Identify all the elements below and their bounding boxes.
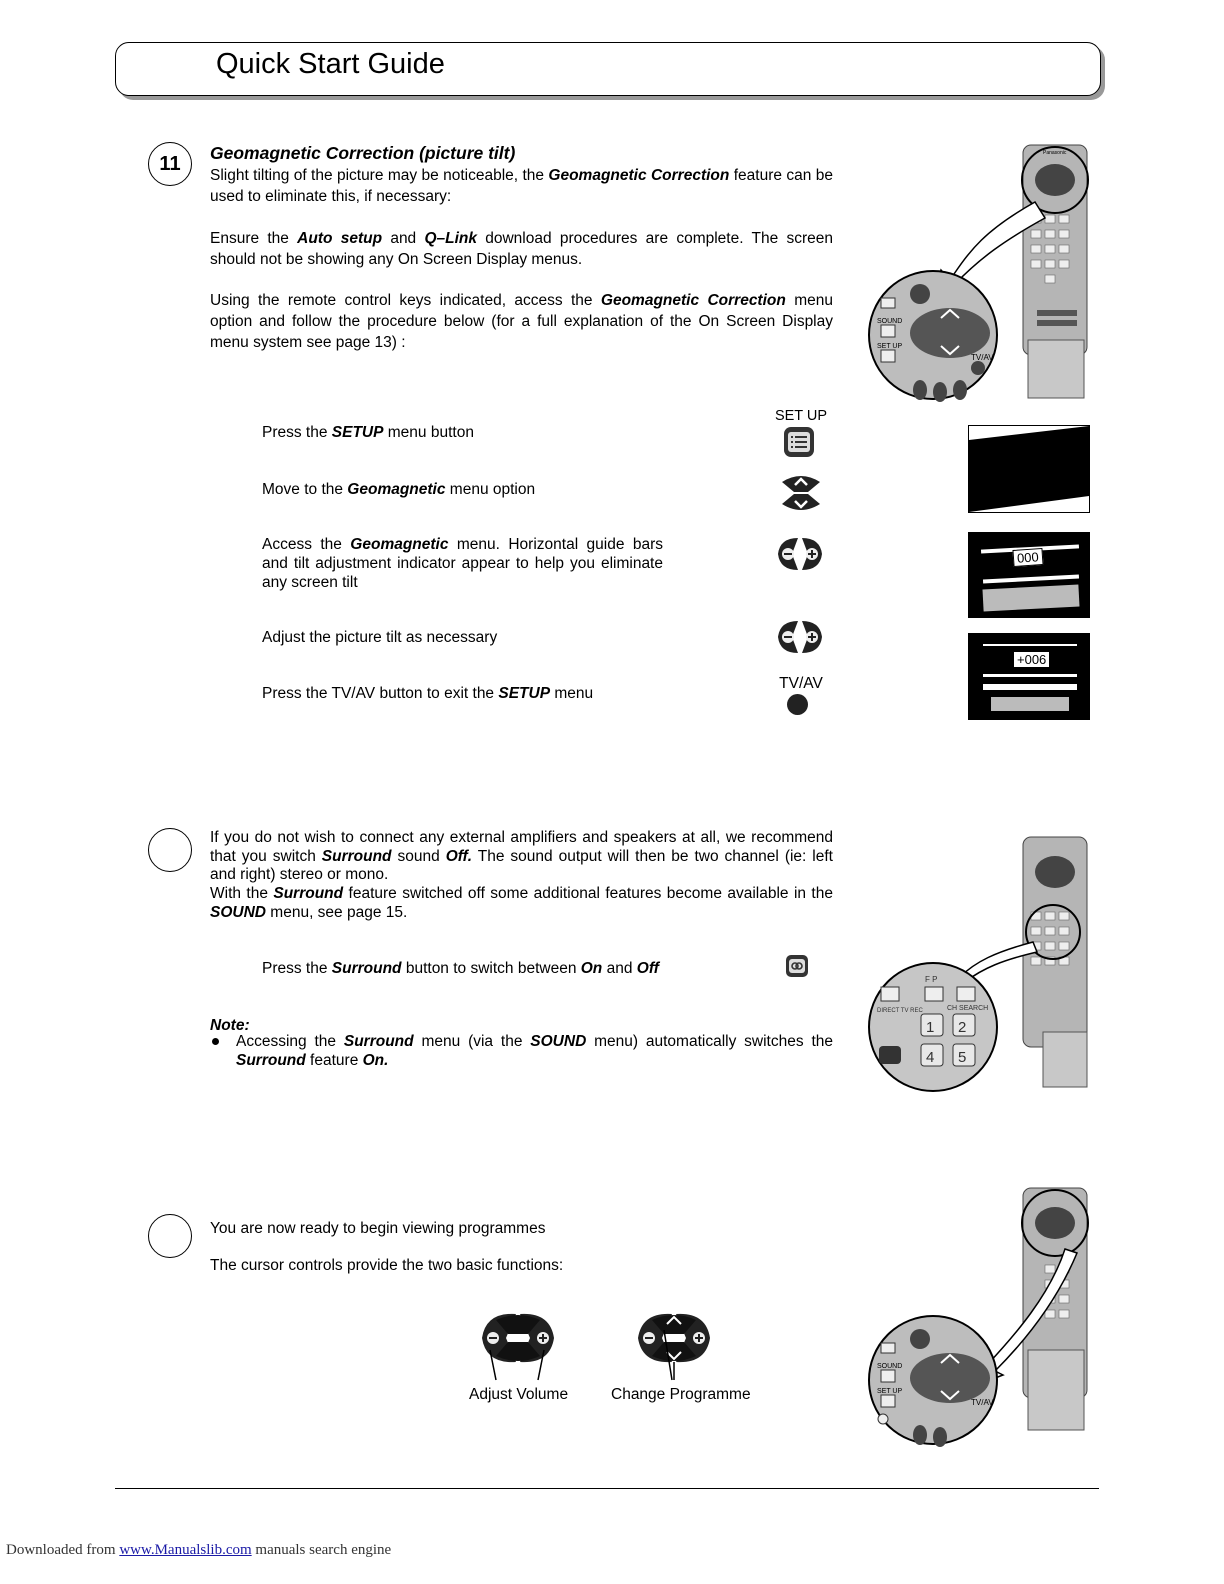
screen-geomagnetic-menu (968, 532, 1090, 618)
surround-paragraph: If you do not wish to connect any external amplifiers and speakers at all, we recommend that you switch Surround sound Off. The sound output will then be two channel (ie: left and right) stereo or mono. (210, 829, 833, 883)
page-title: Quick Start Guide (216, 48, 445, 80)
guide-bar-middle-2 (983, 674, 1077, 677)
section-heading: Geomagnetic Correction (picture tilt) (210, 143, 516, 163)
remote-illustration-cursor (865, 1185, 1095, 1450)
tvav-icon-label: TV/AV (779, 675, 823, 692)
guide-bar-top-2 (983, 644, 1077, 646)
remote-sound-label-2: SOUND (877, 1363, 903, 1370)
guide-bar-middle (983, 574, 1079, 583)
screen-adjusted (968, 633, 1090, 720)
remote-key-4: 4 (926, 1049, 935, 1066)
tilt-indicator-2: +006 (1013, 651, 1050, 668)
footer-suffix: manuals search engine (251, 1542, 392, 1558)
footer (6, 1542, 391, 1559)
left-right-cursor-icon (776, 536, 824, 572)
remote-chsearch-label: CH SEARCH (947, 1005, 989, 1012)
left-right-cursor-icon-2 (776, 619, 824, 655)
step-number-11: 11 (148, 142, 192, 186)
footer-rule (115, 1488, 1099, 1489)
ready-text: You are now ready to begin viewing programmes (210, 1220, 546, 1237)
setup-menu-icon (783, 426, 815, 458)
bullet-point (212, 1038, 219, 1045)
step-number-surround (148, 828, 192, 872)
remote-setup-label-2: SET UP (877, 1388, 903, 1395)
instruction-move: Move to the Geomagnetic menu option (262, 481, 536, 498)
instruction-surround: Press the Surround button to switch between On and Off (262, 960, 659, 977)
note-label: Note: (210, 1017, 250, 1034)
up-down-cursor-icon (778, 472, 824, 514)
surround-button-icon (785, 954, 809, 978)
step-number-viewing (148, 1214, 192, 1258)
remote-key-2: 2 (958, 1019, 967, 1036)
footer-prefix: Downloaded from (6, 1542, 120, 1558)
manualslib-link[interactable]: www.Manualslib.com (119, 1542, 252, 1558)
remote-tvav-label-2: TV/AV (971, 1398, 994, 1407)
guide-bar-bottom-2 (991, 697, 1069, 711)
change-programme-label: Change Programme (611, 1386, 751, 1403)
instruction-exit: Press the TV/AV button to exit the SETUP menu (262, 685, 594, 702)
surround-paragraph-2: With the Surround feature switched off some additional features become available in the SOUND menu, see page 15. (210, 885, 833, 921)
remote-tvav-label: TV/AV (971, 353, 994, 362)
instruction-access: Access the Geomagnetic menu. Horizontal guide bars and tilt adjustment indicator appear to help you eliminate any screen tilt (262, 536, 663, 591)
volume-cursor-icon (478, 1310, 558, 1386)
note-text: Accessing the Surround menu (via the SOUND menu) automatically switches the Surround feature On. (236, 1033, 833, 1069)
adjust-volume-label: Adjust Volume (469, 1386, 569, 1403)
remote-key-5: 5 (958, 1049, 967, 1066)
ensure-paragraph: Ensure the Auto setup and Q–Link download procedures are complete. The screen should not be showing any On Screen Display menus. (210, 230, 833, 268)
guide-bar-bottom (982, 585, 1079, 612)
guide-bar-lower-2 (983, 684, 1077, 690)
screen-tilted-picture (968, 425, 1090, 513)
remote-illustration-setup (865, 140, 1095, 405)
remote-fp-label: F P (925, 975, 938, 984)
cursor-functions-text: The cursor controls provide the two basic functions: (210, 1257, 564, 1274)
instruction-adjust: Adjust the picture tilt as necessary (262, 629, 498, 646)
remote-key-1: 1 (926, 1019, 935, 1036)
remote-setup-label: SET UP (877, 343, 903, 350)
instruction-setup: Press the SETUP menu button (262, 424, 474, 441)
remote-illustration-surround (865, 832, 1095, 1097)
intro-paragraph: Slight tilting of the picture may be noticeable, the Geomagnetic Correction feature can be used to eliminate this, if necessary: (210, 167, 833, 205)
remote-direct-label: DIRECT TV REC (877, 1008, 923, 1014)
tilt-indicator: 000 (1012, 548, 1043, 567)
remote-brand: Panasonic (1043, 150, 1067, 156)
tvav-button-icon (787, 694, 808, 715)
remote-sound-label: SOUND (877, 318, 903, 325)
setup-icon-label: SET UP (774, 408, 828, 424)
programme-cursor-icon (634, 1310, 714, 1386)
access-paragraph: Using the remote control keys indicated, access the Geomagnetic Correction menu option and follow the procedure below (for a full explanation of the On Screen Display menu system see page 13) : (210, 292, 833, 351)
